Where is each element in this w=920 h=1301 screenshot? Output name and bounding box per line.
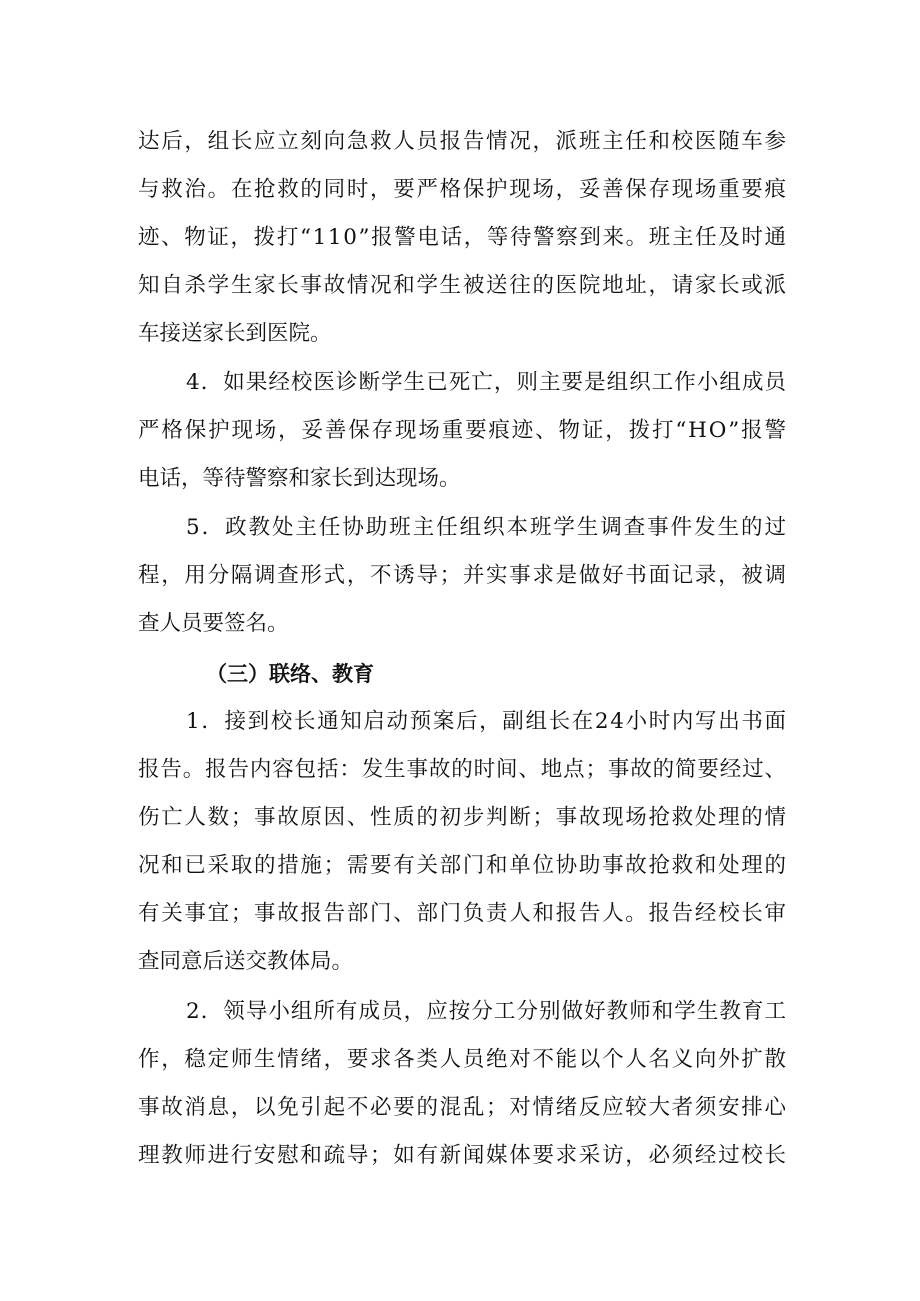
section-item-2-line: 理教师进行安慰和疏导；如有新闻媒体要求采访，必须经过校长 [138,1143,788,1168]
section-item-2-line: 事故消息，以免引起不必要的混乱；对情绪反应较大者须安排心 [138,1095,788,1120]
list-item-5-line: 查人员要签名。 [138,611,289,636]
paragraph-line: 达后，组长应立刻向急救人员报告情况，派班主任和校医随车参 [138,129,788,154]
paragraph-line: 车接送家长到医院。 [138,321,332,346]
list-item-5-line: 5．政教处主任协助班主任组织本班学生调查事件发生的过 [186,515,788,540]
paragraph-line: 知自杀学生家长事故情况和学生被送往的医院地址，请家长或派 [138,273,788,298]
paragraph-line: 迹、物证，拨打“110”报警电话，等待警察到来。班主任及时通 [138,225,788,250]
section-item-1-line: 1．接到校长通知启动预案后，副组长在24小时内写出书面 [186,709,788,734]
list-item-5-line: 程，用分隔调查形式，不诱导；并实事求是做好书面记录，被调 [138,563,788,588]
section-item-1-line: 查同意后送交教体局。 [138,949,354,974]
section-heading: （三）联络、教育 [206,662,374,686]
section-item-1-line: 伤亡人数；事故原因、性质的初步判断；事故现场抢救处理的情 [138,805,788,830]
list-item-4-line: 严格保护现场，妥善保存现场重要痕迹、物证，拨打“HO”报警 [138,418,788,443]
section-item-2-line: 2．领导小组所有成员，应按分工分别做好教师和学生教育工 [186,999,788,1024]
paragraph-line: 与救治。在抢救的同时，要严格保护现场，妥善保存现场重要痕 [138,177,788,202]
list-item-4-line: 电话，等待警察和家长到达现场。 [138,466,461,491]
section-item-1-line: 况和已采取的措施；需要有关部门和单位协助事故抢救和处理的 [138,853,788,878]
section-item-2-line: 作，稳定师生情绪，要求各类人员绝对不能以个人名义向外扩散 [138,1047,788,1072]
section-item-1-line: 有关事宜；事故报告部门、部门负责人和报告人。报告经校长审 [138,901,788,926]
list-item-4-line: 4．如果经校医诊断学生已死亡，则主要是组织工作小组成员 [186,370,788,395]
section-item-1-line: 报告。报告内容包括：发生事故的时间、地点；事故的简要经过、 [138,757,787,782]
